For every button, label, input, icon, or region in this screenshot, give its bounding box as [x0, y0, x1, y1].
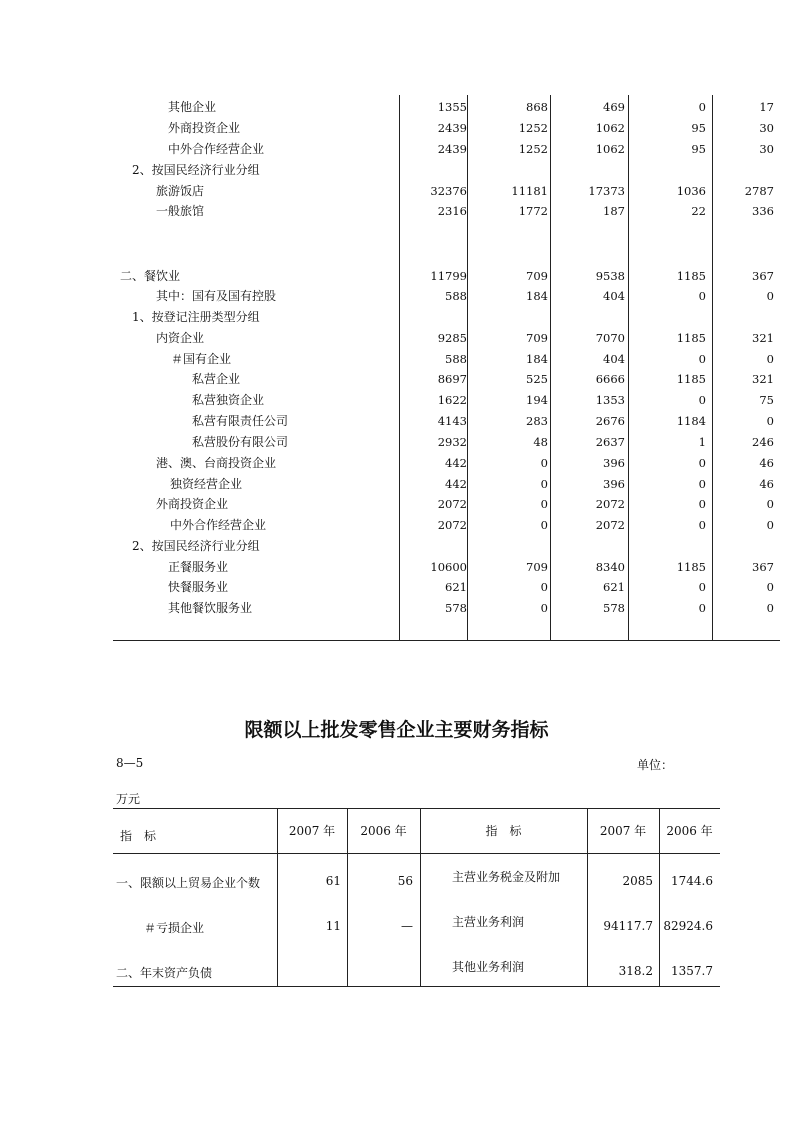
- value-cell: 0: [698, 601, 706, 615]
- row-label: 中外合作经营企业: [168, 142, 265, 156]
- value-cell: 318.2: [618, 964, 653, 978]
- value-cell: 9538: [595, 269, 625, 283]
- value-cell: 95: [691, 121, 706, 135]
- value-cell: 0: [540, 518, 548, 532]
- value-cell: 588: [445, 352, 467, 366]
- value-cell: 404: [603, 352, 625, 366]
- value-cell: 621: [445, 580, 467, 594]
- value-cell: 1062: [595, 142, 625, 156]
- row-label: 中外合作经营企业: [170, 518, 267, 532]
- table-row: [113, 494, 780, 514]
- value-cell: 6666: [595, 372, 625, 386]
- value-cell: 2085: [622, 874, 653, 888]
- value-cell: 1353: [595, 393, 625, 407]
- value-cell: 0: [698, 580, 706, 594]
- value-cell: 0: [698, 393, 706, 407]
- value-cell: 0: [766, 289, 774, 303]
- value-cell: 868: [526, 100, 548, 114]
- value-cell: 2637: [595, 435, 625, 449]
- unit-label: 单位：: [637, 758, 674, 772]
- value-cell: 709: [526, 560, 548, 574]
- row-label: 主营业务利润: [452, 915, 525, 929]
- value-cell: 469: [603, 100, 625, 114]
- value-cell: 0: [540, 497, 548, 511]
- row-label: ＃国有企业: [171, 352, 232, 366]
- value-cell: 32376: [430, 184, 467, 198]
- value-cell: 1185: [676, 372, 706, 386]
- table-row: [113, 390, 780, 410]
- value-cell: 442: [445, 456, 467, 470]
- value-cell: 2072: [595, 497, 625, 511]
- value-cell: 0: [766, 352, 774, 366]
- table-row: [113, 160, 780, 180]
- value-cell: 0: [698, 352, 706, 366]
- value-cell: 709: [526, 269, 548, 283]
- value-cell: 2072: [437, 497, 467, 511]
- value-cell: 0: [698, 100, 706, 114]
- financial-indicators-table: [113, 808, 720, 986]
- row-label: 二、年末资产负债: [116, 966, 213, 980]
- value-cell: 442: [445, 477, 467, 491]
- row-label: 正餐服务业: [168, 560, 229, 574]
- value-cell: 30: [759, 142, 774, 156]
- row-label: 外商投资企业: [156, 497, 229, 511]
- header-2006-left: 2006 年: [360, 824, 407, 838]
- row-label: 外商投资企业: [168, 121, 241, 135]
- value-cell: 396: [603, 456, 625, 470]
- value-cell: 11181: [511, 184, 548, 198]
- value-cell: 0: [540, 456, 548, 470]
- row-label: 一般旅馆: [156, 204, 205, 218]
- value-cell: 1252: [518, 121, 548, 135]
- value-cell: 0: [698, 456, 706, 470]
- row-label: 私营股份有限公司: [192, 435, 289, 449]
- value-cell: 10600: [430, 560, 467, 574]
- value-cell: 2439: [437, 121, 467, 135]
- value-cell: 321: [752, 372, 774, 386]
- value-cell: 184: [526, 352, 548, 366]
- value-cell: 94117.7: [603, 919, 653, 933]
- header-2007-left: 2007 年: [288, 824, 336, 838]
- header-rule: [113, 853, 720, 854]
- table-bottom-rule: [113, 986, 720, 987]
- table-row: [113, 515, 780, 535]
- value-cell: 1185: [676, 269, 706, 283]
- value-cell: 0: [540, 477, 548, 491]
- value-cell: 46: [759, 456, 774, 470]
- table-row: [113, 307, 780, 327]
- value-cell: 11799: [430, 269, 467, 283]
- value-cell: 404: [603, 289, 625, 303]
- table-bottom-rule: [113, 640, 780, 641]
- section-title: 限额以上批发零售企业主要财务指标: [244, 719, 549, 741]
- value-cell: 184: [526, 289, 548, 303]
- table-number: 8—5: [116, 756, 144, 770]
- row-label: 其他企业: [168, 100, 217, 114]
- value-cell: —: [401, 919, 413, 933]
- value-cell: 336: [752, 204, 774, 218]
- group-heading: 1、按登记注册类型分组: [132, 310, 260, 324]
- value-cell: 61: [325, 874, 341, 888]
- table-row: [113, 266, 780, 286]
- value-cell: 8340: [595, 560, 625, 574]
- value-cell: 9285: [437, 331, 467, 345]
- row-label: 一、限额以上贸易企业个数: [116, 876, 261, 890]
- table-row: [113, 453, 780, 473]
- value-cell: 0: [698, 497, 706, 511]
- value-cell: 578: [445, 601, 467, 615]
- value-cell: 2439: [437, 142, 467, 156]
- value-cell: 1252: [518, 142, 548, 156]
- table-row: [113, 598, 780, 618]
- row-label: 其中：国有及国有控股: [156, 289, 277, 303]
- lodging-catering-table: [113, 95, 780, 641]
- table-row: [113, 349, 780, 369]
- table-row: [113, 118, 780, 138]
- section-heading: 二、餐饮业: [120, 269, 181, 283]
- value-cell: 1185: [676, 331, 706, 345]
- table-row: [113, 577, 780, 597]
- value-cell: 0: [698, 477, 706, 491]
- header-2007-right: 2007 年: [599, 824, 647, 838]
- value-cell: 1622: [437, 393, 467, 407]
- table-row: [113, 139, 780, 159]
- value-cell: 283: [526, 414, 548, 428]
- value-cell: 48: [533, 435, 548, 449]
- table-row: [113, 432, 780, 452]
- header-2006-right: 2006 年: [666, 824, 713, 838]
- table-row: [113, 181, 780, 201]
- value-cell: 30: [759, 121, 774, 135]
- value-cell: 82924.6: [663, 919, 713, 933]
- value-cell: 1355: [437, 100, 467, 114]
- value-cell: 0: [540, 601, 548, 615]
- value-cell: 8697: [437, 372, 467, 386]
- value-cell: 1: [698, 435, 706, 449]
- value-cell: 396: [603, 477, 625, 491]
- group-heading: 2、按国民经济行业分组: [132, 539, 260, 553]
- value-cell: 194: [526, 393, 548, 407]
- table-row: [113, 557, 780, 577]
- value-cell: 17373: [588, 184, 625, 198]
- value-cell: 0: [766, 414, 774, 428]
- header-indicator-left: 指 标: [120, 829, 157, 843]
- value-cell: 367: [752, 560, 774, 574]
- value-cell: 0: [766, 601, 774, 615]
- value-cell: 525: [526, 372, 548, 386]
- value-cell: 7070: [595, 331, 625, 345]
- value-cell: 1185: [676, 560, 706, 574]
- value-cell: 1036: [676, 184, 706, 198]
- table-row: [113, 411, 780, 431]
- value-cell: 0: [766, 497, 774, 511]
- value-cell: 2787: [744, 184, 774, 198]
- value-cell: 621: [603, 580, 625, 594]
- value-cell: 0: [766, 580, 774, 594]
- table-top-rule: [113, 808, 720, 809]
- row-label: 旅游饭店: [156, 184, 205, 198]
- value-cell: 1062: [595, 121, 625, 135]
- value-cell: 2072: [595, 518, 625, 532]
- row-label: 独资经营企业: [170, 477, 243, 491]
- row-label: 主营业务税金及附加: [452, 870, 561, 884]
- row-label: 港、澳、台商投资企业: [156, 456, 277, 470]
- value-cell: 0: [766, 518, 774, 532]
- value-cell: 2316: [437, 204, 467, 218]
- row-label: 其他餐饮服务业: [168, 601, 253, 615]
- row-label: 其他业务利润: [452, 960, 525, 974]
- table-row: [113, 201, 780, 221]
- table-row: [113, 286, 780, 306]
- value-cell: 321: [752, 331, 774, 345]
- value-cell: 22: [691, 204, 706, 218]
- value-cell: 0: [698, 518, 706, 532]
- value-cell: 1744.6: [671, 874, 713, 888]
- value-cell: 95: [691, 142, 706, 156]
- row-label: 私营企业: [192, 372, 241, 386]
- row-label: ＃亏损企业: [144, 921, 205, 935]
- value-cell: 2072: [437, 518, 467, 532]
- value-cell: 367: [752, 269, 774, 283]
- header-indicator-right: 指 标: [485, 824, 522, 838]
- value-cell: 0: [698, 289, 706, 303]
- row-label: 私营独资企业: [192, 393, 265, 407]
- value-cell: 56: [397, 874, 413, 888]
- value-cell: 17: [759, 100, 774, 114]
- row-label: 快餐服务业: [168, 580, 229, 594]
- value-cell: 11: [325, 919, 341, 933]
- table-row: [113, 474, 780, 494]
- value-cell: 709: [526, 331, 548, 345]
- value-cell: 4143: [437, 414, 467, 428]
- value-cell: 246: [752, 435, 774, 449]
- value-cell: 1357.7: [671, 964, 713, 978]
- value-cell: 1184: [676, 414, 706, 428]
- unit-value: 万元: [116, 792, 141, 806]
- table-row: [113, 536, 780, 556]
- row-label: 私营有限责任公司: [192, 414, 289, 428]
- value-cell: 578: [603, 601, 625, 615]
- table-row: [113, 369, 780, 389]
- table-row: [113, 97, 780, 117]
- value-cell: 46: [759, 477, 774, 491]
- value-cell: 0: [540, 580, 548, 594]
- value-cell: 187: [603, 204, 625, 218]
- value-cell: 588: [445, 289, 467, 303]
- value-cell: 2932: [437, 435, 467, 449]
- value-cell: 75: [759, 393, 774, 407]
- value-cell: 2676: [595, 414, 625, 428]
- group-heading: 2、按国民经济行业分组: [132, 163, 260, 177]
- row-label: 内资企业: [156, 331, 205, 345]
- table-row: [113, 328, 780, 348]
- value-cell: 1772: [518, 204, 548, 218]
